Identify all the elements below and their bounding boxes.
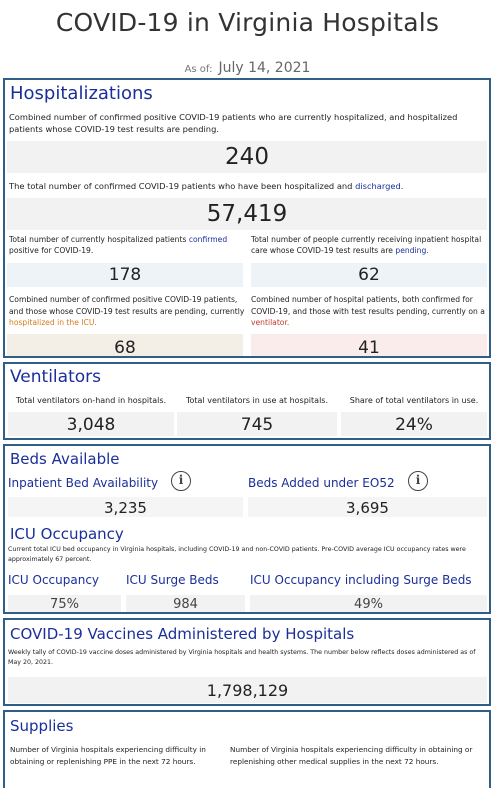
hospitalizations-title: Hospitalizations (10, 83, 153, 104)
hospitalizations-panel (3, 78, 491, 358)
onhand-label: Total ventilators on-hand in hospitals. (15, 396, 167, 405)
inpatient-bed-value: 3,235 (8, 497, 243, 517)
pending-text: Total number of people currently receiving inpatient hospital care whose COVID-19 test results are (251, 235, 482, 255)
discharged-value: 57,419 (7, 198, 487, 230)
onhand-value: 3,048 (8, 412, 174, 436)
confirmed-value: 178 (7, 263, 243, 287)
beds-added-label: Beds Added under EO52 (248, 476, 395, 490)
beds-added-value: 3,695 (248, 497, 487, 517)
combined-description: Combined number of confirmed positive COVID-19 patients who are currently hospitalized, and hospitalized patients whose COVID-19 test results are pending. (9, 112, 458, 134)
beds-title: Beds Available (10, 450, 120, 468)
icu-including-surge-value: 49% (250, 595, 487, 612)
discharged-text: The total number of confirmed COVID-19 patients who have been hospitalized and (9, 181, 353, 191)
icu-occupancy-description: Current total ICU bed occupancy in Virginia hospitals, including COVID-19 and non-COVID patients. Pre-COVID average ICU occupancy rates were approximately 67 percent. (8, 546, 466, 563)
as-of-date: July 14, 2021 (218, 60, 311, 76)
inuse-value: 745 (177, 412, 337, 436)
icu-description (9, 294, 245, 329)
supplies-title: Supplies (10, 717, 74, 735)
confirmed-text-post: positive for COVID-19. (9, 246, 94, 255)
vaccines-description: Weekly tally of COVID-19 vaccine doses administered by Virginia hospitals and health systems. The number below reflects doses administered as of May 20, 2021. (8, 649, 476, 666)
page-title: COVID-19 in Virginia Hospitals (55, 8, 440, 37)
info-icon[interactable]: i (171, 471, 191, 491)
confirmed-text: Total number of currently hospitalized patients (9, 235, 187, 244)
as-of-label: As of: (184, 64, 213, 75)
pending-value: 62 (251, 263, 487, 287)
vaccines-title: COVID-19 Vaccines Administered by Hospitals (10, 625, 355, 643)
supplies-panel (3, 710, 491, 788)
info-icon[interactable]: i (408, 471, 428, 491)
vaccines-panel (3, 618, 491, 706)
ventilator-value: 41 (251, 334, 487, 358)
share-label: Share of total ventilators in use. (349, 396, 479, 405)
pending-description (251, 234, 487, 256)
vaccines-value: 1,798,129 (8, 677, 487, 703)
as-of-line (0, 57, 495, 76)
ppe-description: Number of Virginia hospitals experiencing difficulty in obtaining or replenishing PPE in the next 72 hours. (10, 745, 206, 766)
icu-occupancy-title: ICU Occupancy (10, 525, 124, 543)
confirmed-highlight: confirmed (188, 235, 228, 244)
beds-panel (3, 444, 491, 614)
icu-surge-label: ICU Surge Beds (126, 573, 219, 587)
combined-value: 240 (7, 141, 487, 173)
ventilator-description (251, 294, 487, 329)
icu-including-surge-label: ICU Occupancy including Surge Beds (250, 573, 472, 587)
icu-surge-value: 984 (126, 595, 245, 612)
icu-text: Combined number of confirmed positive COVID-19 patients, and those whose COVID-19 test results are pending, currently (9, 295, 245, 316)
ventilator-text: Combined number of hospital patients, both confirmed for COVID-19, and those with test results pending, currently on a (251, 295, 485, 316)
icu-occupancy-label: ICU Occupancy (8, 573, 100, 587)
pending-highlight: pending. (395, 246, 429, 255)
inpatient-bed-label: Inpatient Bed Availability (8, 476, 159, 490)
icu-highlight: hospitalized in the ICU. (9, 318, 97, 327)
inuse-label: Total ventilators in use at hospitals. (186, 396, 328, 405)
ventilators-panel (3, 362, 491, 440)
discharged-description (9, 180, 479, 192)
confirmed-description (9, 234, 239, 256)
other-supplies-description: Number of Virginia hospitals experiencing difficulty in obtaining or replenishing other medical supplies in the next 72 hours. (230, 745, 473, 766)
icu-value: 68 (7, 334, 243, 358)
ventilators-title: Ventilators (10, 367, 101, 387)
icu-occupancy-value: 75% (8, 595, 121, 612)
ventilator-highlight: ventilator. (251, 318, 290, 327)
share-value: 24% (341, 412, 487, 436)
discharged-highlight: discharged. (355, 181, 404, 191)
